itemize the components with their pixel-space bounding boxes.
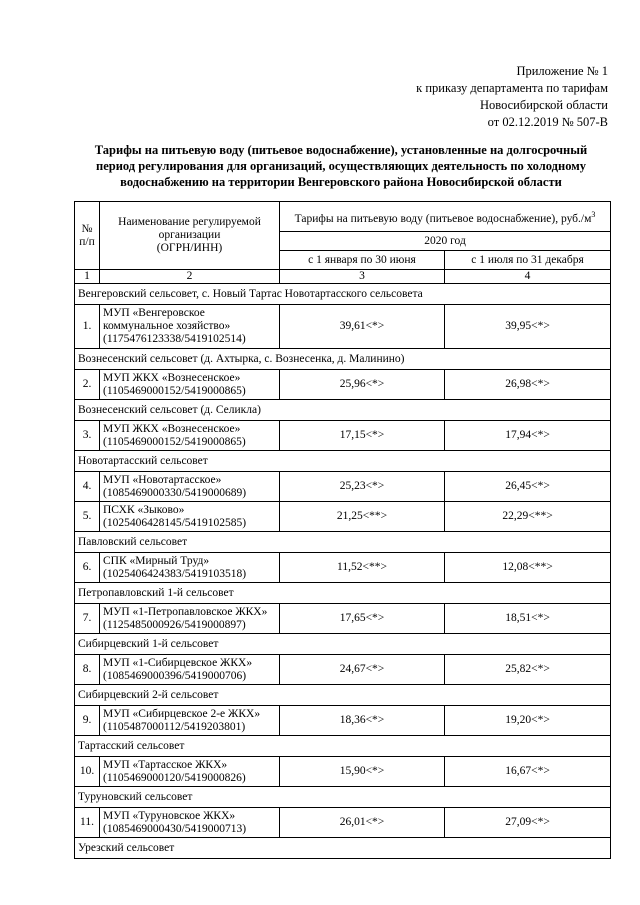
tariff-h2: 12,08<**> (445, 553, 611, 583)
tariff-h2: 19,20<*> (445, 706, 611, 736)
row-number: 11. (75, 808, 100, 838)
organization-cell (100, 604, 280, 634)
org-ids: (1105469000152/5419000865) (103, 384, 246, 397)
area-row: Венгеровский сельсовет, с. Новый Тартас Новотартасского сельсовета (75, 284, 611, 305)
title-line: Тарифы на питьевую воду (питьевое водоснабжение), установленные на долгосрочный (94, 143, 588, 157)
row-number: 2. (75, 370, 100, 400)
column-number: 4 (445, 270, 611, 284)
header-num: № п/п (75, 202, 100, 270)
column-number: 2 (100, 270, 280, 284)
org-name: МУП «Венгеровское коммунальное хозяйство» (103, 307, 231, 332)
column-number: 3 (280, 270, 445, 284)
header-tariffs-text: Тарифы на питьевую воду (питьевое водоснабжение), руб./м (294, 212, 592, 225)
tariff-h1: 21,25<**> (280, 502, 445, 532)
row-number: 10. (75, 757, 100, 787)
area-row: Туруновский сельсовет (75, 787, 611, 808)
appendix-block (416, 63, 608, 131)
org-ids: (1085469000430/5419000713) (103, 822, 247, 835)
org-ids: (1105469000120/5419000826) (103, 771, 246, 784)
header-tariffs (280, 202, 611, 232)
tariff-h2: 26,98<*> (445, 370, 611, 400)
appendix-line: Новосибирской области (479, 98, 608, 112)
organization-cell (100, 421, 280, 451)
header-year: 2020 год (280, 232, 611, 251)
org-name: МУП «1-Сибирцевское ЖКХ» (103, 656, 253, 669)
header-tariffs-sup: 3 (591, 209, 596, 219)
org-ids: (1125485000926/5419000897) (103, 618, 246, 631)
org-ids: (1105469000152/5419000865) (103, 435, 246, 448)
org-ids: (1085469000330/5419000689) (103, 486, 247, 499)
organization-cell (100, 655, 280, 685)
header-period-1: с 1 января по 30 июня (280, 251, 445, 270)
org-ids: (1025406428145/5419102585) (103, 516, 247, 529)
org-name: МУП ЖКХ «Вознесенское» (103, 422, 241, 435)
org-name: МУП ЖКХ «Вознесенское» (103, 371, 241, 384)
tariff-h1: 11,52<**> (280, 553, 445, 583)
organization-cell (100, 370, 280, 400)
org-name: МУП «Тартасское ЖКХ» (103, 758, 228, 771)
row-number: 9. (75, 706, 100, 736)
tariff-h2: 26,45<*> (445, 472, 611, 502)
organization-cell (100, 305, 280, 349)
tariff-h1: 25,23<*> (280, 472, 445, 502)
row-number: 8. (75, 655, 100, 685)
tariff-h1: 24,67<*> (280, 655, 445, 685)
area-row: Тартасский сельсовет (75, 736, 611, 757)
title-line: период регулирования для организаций, осуществляющих деятельность по холодному (96, 159, 586, 173)
header-org-name: Наименование регулируемой организации (118, 216, 261, 241)
area-row: Вознесенский сельсовет (д. Селикла) (75, 400, 611, 421)
organization-cell (100, 808, 280, 838)
area-row: Сибирцевский 1-й сельсовет (75, 634, 611, 655)
row-number: 5. (75, 502, 100, 532)
tariff-h2: 17,94<*> (445, 421, 611, 451)
org-ids: (1025406424383/5419103518) (103, 567, 247, 580)
org-name: МУП «Туруновское ЖКХ» (103, 809, 236, 822)
column-number: 1 (75, 270, 100, 284)
organization-cell (100, 502, 280, 532)
tariff-h2: 27,09<*> (445, 808, 611, 838)
org-name: МУП «1-Петропавловское ЖКХ» (103, 605, 268, 618)
tariff-h2: 22,29<**> (445, 502, 611, 532)
row-number: 6. (75, 553, 100, 583)
org-name: ПСХК «Зыково» (103, 503, 185, 516)
tariff-h1: 39,61<*> (280, 305, 445, 349)
tariff-h2: 16,67<*> (445, 757, 611, 787)
organization-cell (100, 757, 280, 787)
document-title (74, 142, 608, 190)
title-line: водоснабжению на территории Венгеровского района Новосибирской области (120, 175, 562, 189)
org-name: МУП «Новотартасское» (103, 473, 222, 486)
tariff-h2: 18,51<*> (445, 604, 611, 634)
appendix-line: к приказу департамента по тарифам (416, 81, 608, 95)
row-number: 1. (75, 305, 100, 349)
organization-cell (100, 553, 280, 583)
header-organization (100, 202, 280, 270)
org-ids: (1105487000112/5419203801) (103, 720, 246, 733)
org-ids: (1085469000396/5419000706) (103, 669, 247, 682)
tariff-h2: 39,95<*> (445, 305, 611, 349)
org-name: МУП «Сибирцевское 2-е ЖКХ» (103, 707, 261, 720)
tariff-h1: 17,15<*> (280, 421, 445, 451)
tariff-h1: 18,36<*> (280, 706, 445, 736)
tariff-h1: 17,65<*> (280, 604, 445, 634)
area-row: Новотартасский сельсовет (75, 451, 611, 472)
org-ids: (1175476123338/5419102514) (103, 333, 246, 345)
tariff-h1: 15,90<*> (280, 757, 445, 787)
header-org-ids: (ОГРН/ИНН) (156, 242, 223, 254)
row-number: 3. (75, 421, 100, 451)
header-period-2: с 1 июля по 31 декабря (445, 251, 611, 270)
organization-cell (100, 706, 280, 736)
area-row: Вознесенский сельсовет (д. Ахтырка, с. Вознесенка, д. Малинино) (75, 349, 611, 370)
organization-cell (100, 472, 280, 502)
area-row: Павловский сельсовет (75, 532, 611, 553)
row-number: 4. (75, 472, 100, 502)
appendix-line: Приложение № 1 (516, 64, 608, 78)
tariffs-table (74, 201, 611, 859)
org-name: СПК «Мирный Труд» (103, 554, 210, 567)
row-number: 7. (75, 604, 100, 634)
tariff-h1: 25,96<*> (280, 370, 445, 400)
tariff-h1: 26,01<*> (280, 808, 445, 838)
area-row: Сибирцевский 2-й сельсовет (75, 685, 611, 706)
area-row: Петропавловский 1-й сельсовет (75, 583, 611, 604)
appendix-line: от 02.12.2019 № 507-В (487, 115, 608, 129)
tariff-h2: 25,82<*> (445, 655, 611, 685)
area-row: Урезский сельсовет (75, 838, 611, 859)
